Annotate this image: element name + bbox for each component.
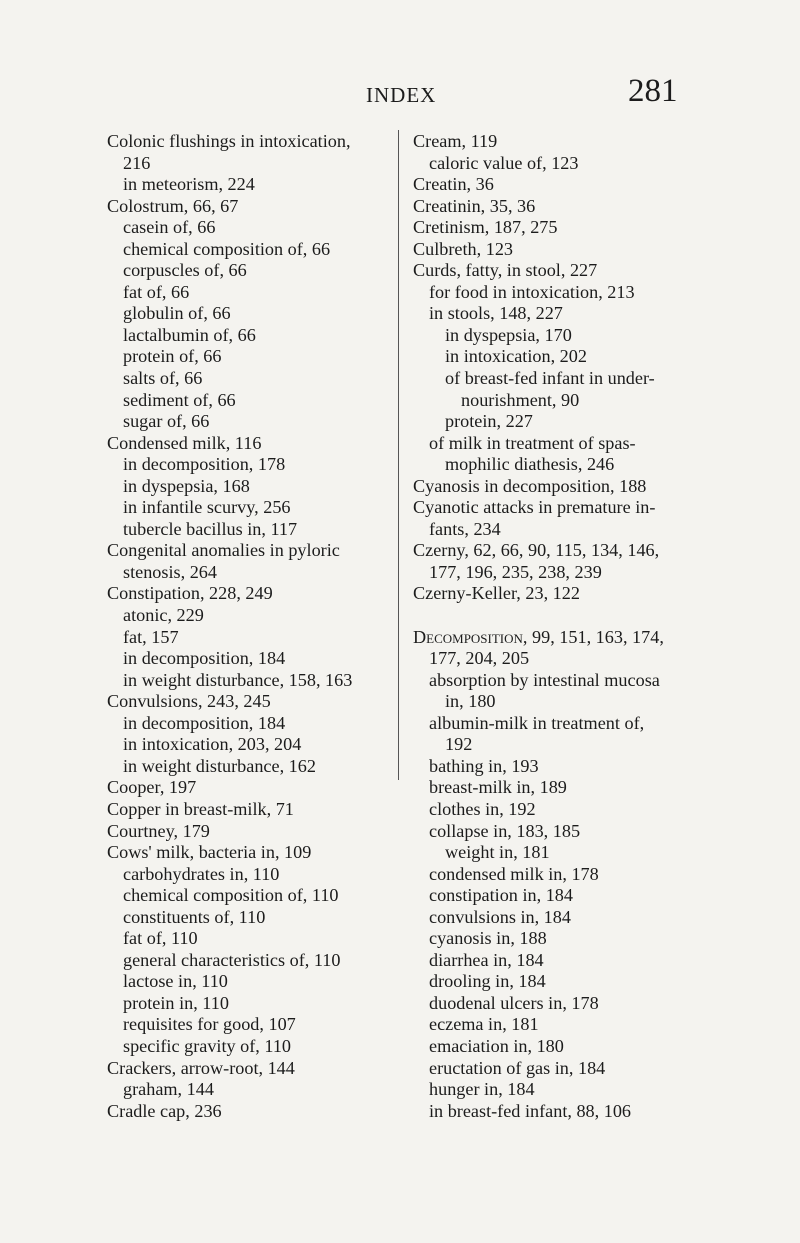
index-subentry: fants, 234 <box>429 518 501 539</box>
index-column-right <box>413 131 697 1122</box>
index-subentry: constipation in, 184 <box>429 885 573 906</box>
index-subentry: mophilic diathesis, 246 <box>445 454 615 475</box>
index-entry: Crackers, arrow-root, 144 <box>107 1057 295 1078</box>
index-subentry: in decomposition, 184 <box>123 648 286 669</box>
index-subentry: tubercle bacillus in, 117 <box>123 518 298 539</box>
index-entry: Czerny-Keller, 23, 122 <box>413 583 580 604</box>
page-number: 281 <box>628 73 678 109</box>
index-entry: Cows' milk, bacteria in, 109 <box>107 842 312 863</box>
index-subentry: in meteorism, 224 <box>123 174 255 195</box>
index-subentry: drooling in, 184 <box>429 971 546 992</box>
index-entry: Condensed milk, 116 <box>107 432 262 453</box>
index-subentry: in infantile scurvy, 256 <box>123 497 291 518</box>
index-section-gap <box>413 605 697 627</box>
index-subentry: weight in, 181 <box>445 842 550 863</box>
index-subentry: condensed milk in, 178 <box>429 863 599 884</box>
index-subentry: fat, 157 <box>123 626 179 647</box>
index-subentry: absorption by intestinal mucosa <box>429 669 660 690</box>
index-entry: Colonic flushings in intoxication, <box>107 131 351 151</box>
index-subentry: sediment of, 66 <box>123 389 236 410</box>
index-subentry: salts of, 66 <box>123 368 203 389</box>
index-column-left <box>107 131 391 1122</box>
index-subentry: caloric value of, 123 <box>429 152 579 173</box>
index-subentry: carbohydrates in, 110 <box>123 863 280 884</box>
index-subentry: in dyspepsia, 170 <box>445 324 572 345</box>
index-subentry: of milk in treatment of spas- <box>429 432 636 453</box>
index-subentry: breast-milk in, 189 <box>429 777 567 798</box>
index-subentry: of breast-fed infant in under- <box>445 368 655 389</box>
index-subentry: in intoxication, 202 <box>445 346 587 367</box>
index-subentry: for food in intoxication, 213 <box>429 281 635 302</box>
index-entry: Cyanotic attacks in premature in- <box>413 497 656 518</box>
index-subentry: fat of, 66 <box>123 281 190 302</box>
index-entry: Convulsions, 243, 245 <box>107 691 271 712</box>
index-subentry: sugar of, 66 <box>123 411 210 432</box>
column-divider <box>398 130 399 780</box>
index-entry: Cyanosis in decomposition, 188 <box>413 475 647 496</box>
index-subentry: in weight disturbance, 158, 163 <box>123 669 353 690</box>
index-subentry: lactose in, 110 <box>123 971 228 992</box>
index-entry: Culbreth, 123 <box>413 238 514 259</box>
index-subentry: chemical composition of, 110 <box>123 885 339 906</box>
index-subentry: 216 <box>123 152 151 173</box>
index-subentry: protein of, 66 <box>123 346 222 367</box>
index-entry: Cretinism, 187, 275 <box>413 217 558 238</box>
index-subentry: in decomposition, 178 <box>123 454 286 475</box>
running-head-title: INDEX <box>366 83 437 107</box>
index-entry: Czerny, 62, 66, 90, 115, 134, 146, <box>413 540 660 561</box>
index-subentry: lactalbumin of, 66 <box>123 324 256 345</box>
index-subentry: globulin of, 66 <box>123 303 231 324</box>
index-subentry: in breast-fed infant, 88, 106 <box>429 1100 632 1121</box>
index-entry: Creatin, 36 <box>413 174 494 195</box>
index-subentry: atonic, 229 <box>123 605 204 626</box>
index-subentry: casein of, 66 <box>123 217 216 238</box>
index-entry: Curds, fatty, in stool, 227 <box>413 260 598 281</box>
index-subentry: clothes in, 192 <box>429 798 536 819</box>
index-subentry: stenosis, 264 <box>123 561 217 582</box>
index-subentry: chemical composition of, 66 <box>123 238 331 259</box>
index-subentry: corpuscles of, 66 <box>123 260 247 281</box>
index-subentry: 177, 196, 235, 238, 239 <box>429 561 602 582</box>
index-subentry: in dyspepsia, 168 <box>123 475 250 496</box>
index-subentry: in decomposition, 184 <box>123 712 286 733</box>
index-subentry: requisites for good, 107 <box>123 1014 296 1035</box>
index-subentry: eczema in, 181 <box>429 1014 539 1035</box>
index-subentry: emaciation in, 180 <box>429 1035 564 1056</box>
index-subentry: general characteristics of, 110 <box>123 949 341 970</box>
index-entry: Cream, 119 <box>413 131 498 151</box>
index-entry: Constipation, 228, 249 <box>107 583 273 604</box>
index-subentry: specific gravity of, 110 <box>123 1035 292 1056</box>
index-subentry: bathing in, 193 <box>429 755 539 776</box>
index-entry: Colostrum, 66, 67 <box>107 195 239 216</box>
index-entry: Cooper, 197 <box>107 777 197 798</box>
index-subentry: hunger in, 184 <box>429 1079 535 1100</box>
index-subentry: in intoxication, 203, 204 <box>123 734 302 755</box>
index-entry: Copper in breast-milk, 71 <box>107 798 294 819</box>
index-entry: Decomposition, 99, 151, 163, 174, <box>413 626 664 647</box>
index-subentry: duodenal ulcers in, 178 <box>429 992 599 1013</box>
index-subentry: graham, 144 <box>123 1079 214 1100</box>
index-subentry: collapse in, 183, 185 <box>429 820 581 841</box>
index-entry: Courtney, 179 <box>107 820 210 841</box>
index-subentry: protein, 227 <box>445 411 533 432</box>
index-entry: Cradle cap, 236 <box>107 1100 222 1121</box>
index-subentry: protein in, 110 <box>123 992 229 1013</box>
index-subentry: nourishment, 90 <box>461 389 580 410</box>
index-subentry: 177, 204, 205 <box>429 648 530 669</box>
index-subentry: albumin-milk in treatment of, <box>429 712 645 733</box>
index-entry: Creatinin, 35, 36 <box>413 195 536 216</box>
index-entry: Congenital anomalies in pyloric <box>107 540 340 561</box>
index-subentry: cyanosis in, 188 <box>429 928 547 949</box>
index-subentry: in weight disturbance, 162 <box>123 755 316 776</box>
index-subentry: diarrhea in, 184 <box>429 949 544 970</box>
index-subentry: in stools, 148, 227 <box>429 303 563 324</box>
index-subentry: fat of, 110 <box>123 928 198 949</box>
index-subentry: in, 180 <box>445 691 496 712</box>
page-header <box>0 70 800 120</box>
index-subentry: convulsions in, 184 <box>429 906 571 927</box>
index-subentry: 192 <box>445 734 473 755</box>
index-subentry: eructation of gas in, 184 <box>429 1057 606 1078</box>
index-subentry: constituents of, 110 <box>123 906 266 927</box>
